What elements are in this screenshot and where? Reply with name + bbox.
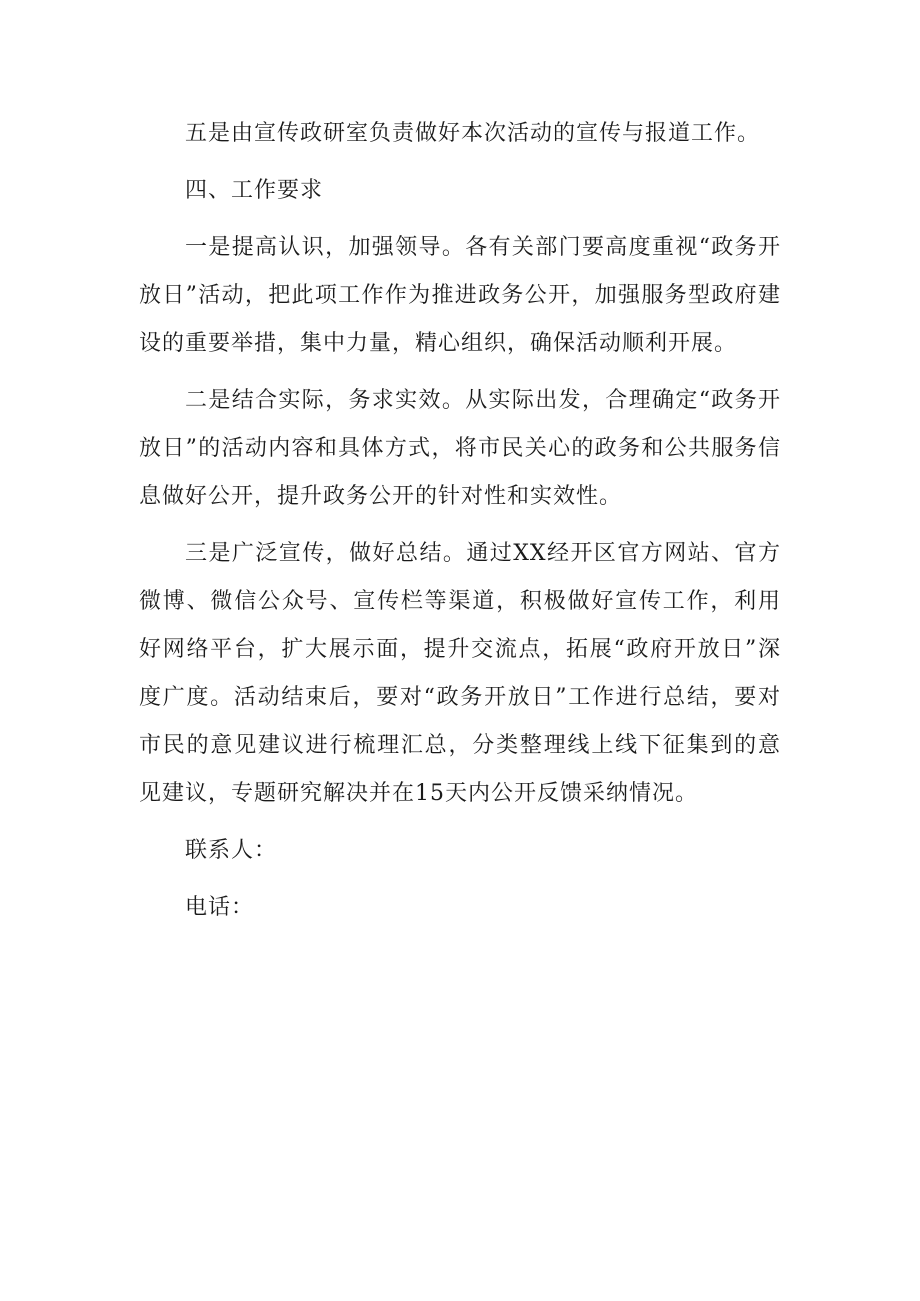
requirement-paragraph-two: 二是结合实际，务求实效。从实际出发，合理确定“政务开放日”的活动内容和具体方式，将市民关心的政务和公共服务信息做好公开，提升政务公开的针对性和实效性。 <box>139 388 781 509</box>
contact-person-label: 联系人： <box>185 838 278 863</box>
requirement-paragraph-three: 三是广泛宣传，做好总结。通过XX经开区官方网站、官方微博、微信公众号、宣传栏等渠道，积极做好宣传工作，利用好网络平台，扩大展示面，提升交流点，拓展“政府开放日”深度广度。活动结束后，要对“政务开放日”工作进行总结，要对市民的意见建议进行梳理汇总，分类整理线上线下征集到的意见建议，专题研究解决并在15天内公开反馈采纳情况。 <box>139 541 781 806</box>
requirement-paragraph-one: 一是提高认识，加强领导。各有关部门要高度重视“政务开放日”活动，把此项工作作为推进政务公开，加强服务型政府建设的重要举措，集中力量，精心组织，确保活动顺利开展。 <box>139 235 781 356</box>
paragraph-item-five: 五是由宣传政研室负责做好本次活动的宣传与报道工作。 <box>185 121 761 146</box>
section-heading-requirements: 四、工作要求 <box>185 178 324 203</box>
contact-phone-label: 电话： <box>185 895 255 920</box>
document-body <box>139 110 781 932</box>
